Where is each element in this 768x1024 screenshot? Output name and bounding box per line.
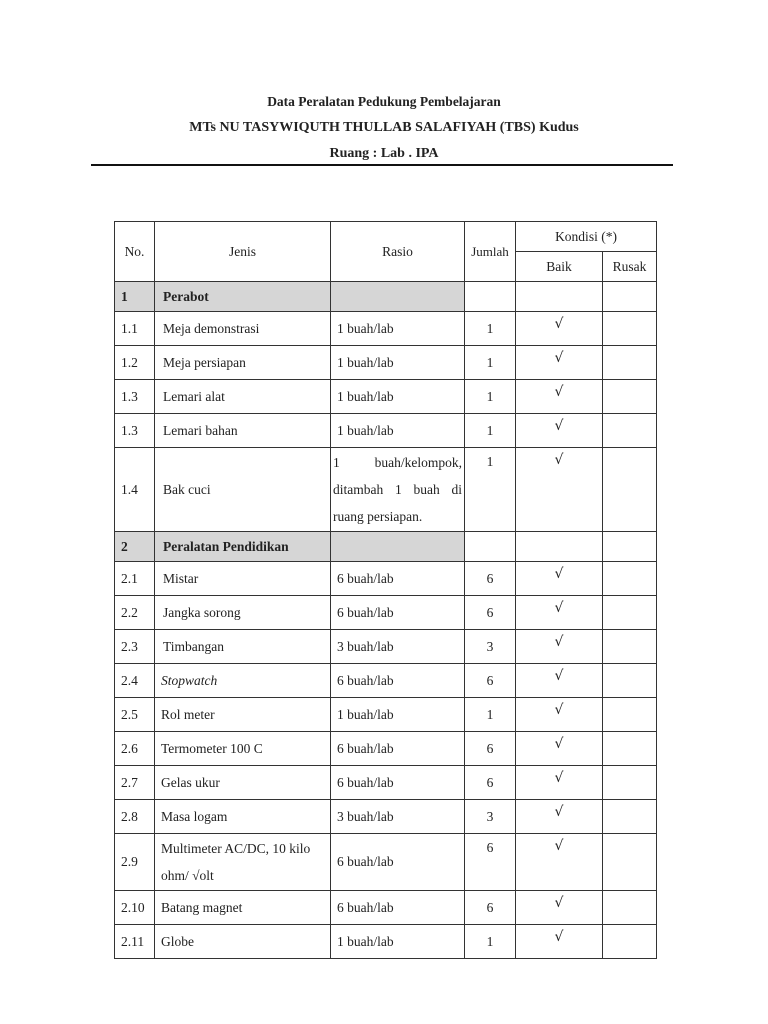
row-rusak	[603, 766, 657, 800]
table-row	[115, 766, 657, 800]
row-no: 1.4	[115, 448, 155, 532]
row-jenis: Multimeter AC/DC, 10 kilo ohm/ √olt	[155, 834, 331, 891]
row-jumlah: 6	[465, 562, 516, 596]
row-baik: √	[516, 925, 603, 959]
row-jenis: Lemari alat	[155, 380, 331, 414]
row-rusak	[603, 346, 657, 380]
row-rasio: 6 buah/lab	[331, 562, 465, 596]
row-rasio: 1 buah/lab	[331, 346, 465, 380]
row-rasio: 6 buah/lab	[331, 766, 465, 800]
row-rasio: 1 buah/lab	[331, 312, 465, 346]
header-rule	[91, 164, 673, 166]
header-baik: Baik	[516, 252, 603, 282]
room-label: Ruang : Lab . IPA	[329, 146, 439, 161]
row-rasio: 6 buah/lab	[331, 834, 465, 891]
row-rusak	[603, 698, 657, 732]
table-header-row	[115, 222, 657, 252]
row-jenis: Masa logam	[155, 800, 331, 834]
row-no: 2.11	[115, 925, 155, 959]
table-row	[115, 414, 657, 448]
row-no: 2.10	[115, 891, 155, 925]
row-rusak	[603, 630, 657, 664]
row-rusak	[603, 562, 657, 596]
row-jenis: Termometer 100 C	[155, 732, 331, 766]
table-row	[115, 596, 657, 630]
header-kondisi: Kondisi (*)	[516, 222, 657, 252]
row-rusak	[603, 800, 657, 834]
row-baik: √	[516, 800, 603, 834]
section-no: 1	[115, 282, 155, 312]
row-jenis: Meja demonstrasi	[155, 312, 331, 346]
row-rasio: 1 buah/kelompok, ditambah 1 buah di ruang persiapan.	[331, 448, 465, 532]
table-row	[115, 562, 657, 596]
row-rusak	[603, 925, 657, 959]
row-jenis: Lemari bahan	[155, 414, 331, 448]
section-title: Perabot	[155, 282, 331, 312]
row-jenis: Globe	[155, 925, 331, 959]
row-rasio: 6 buah/lab	[331, 732, 465, 766]
row-jumlah: 3	[465, 630, 516, 664]
row-no: 2.7	[115, 766, 155, 800]
row-jenis: Mistar	[155, 562, 331, 596]
row-baik: √	[516, 448, 603, 532]
row-no: 2.8	[115, 800, 155, 834]
row-baik: √	[516, 562, 603, 596]
row-no: 2.6	[115, 732, 155, 766]
row-no: 2.5	[115, 698, 155, 732]
row-baik: √	[516, 346, 603, 380]
document-header	[0, 92, 768, 170]
header-rusak: Rusak	[603, 252, 657, 282]
row-rasio: 1 buah/lab	[331, 698, 465, 732]
row-jenis: Jangka sorong	[155, 596, 331, 630]
row-jumlah: 1	[465, 312, 516, 346]
row-no: 1.3	[115, 380, 155, 414]
row-no: 2.2	[115, 596, 155, 630]
row-rusak	[603, 414, 657, 448]
table-row	[115, 448, 657, 532]
row-jumlah: 6	[465, 664, 516, 698]
row-no: 1.1	[115, 312, 155, 346]
row-rasio: 6 buah/lab	[331, 891, 465, 925]
row-rasio: 6 buah/lab	[331, 664, 465, 698]
row-baik: √	[516, 732, 603, 766]
row-rusak	[603, 380, 657, 414]
row-rasio: 1 buah/lab	[331, 380, 465, 414]
row-jumlah: 1	[465, 414, 516, 448]
section-title: Peralatan Pendidikan	[155, 532, 331, 562]
row-jumlah: 6	[465, 732, 516, 766]
row-baik: √	[516, 698, 603, 732]
row-rusak	[603, 596, 657, 630]
row-rusak	[603, 732, 657, 766]
header-rasio: Rasio	[331, 222, 465, 282]
row-jenis: Gelas ukur	[155, 766, 331, 800]
row-rusak	[603, 664, 657, 698]
row-jumlah: 1	[465, 925, 516, 959]
table-row	[115, 698, 657, 732]
row-baik: √	[516, 664, 603, 698]
header-no: No.	[115, 222, 155, 282]
row-jenis: Meja persiapan	[155, 346, 331, 380]
row-no: 2.4	[115, 664, 155, 698]
row-rasio: 3 buah/lab	[331, 630, 465, 664]
row-jenis: Bak cuci	[155, 448, 331, 532]
section-row	[115, 282, 657, 312]
row-baik: √	[516, 630, 603, 664]
table-row	[115, 346, 657, 380]
row-rasio: 1 buah/lab	[331, 414, 465, 448]
row-jumlah: 6	[465, 596, 516, 630]
table-row	[115, 664, 657, 698]
row-rasio: 6 buah/lab	[331, 596, 465, 630]
row-baik: √	[516, 766, 603, 800]
row-no: 2.3	[115, 630, 155, 664]
row-rusak	[603, 891, 657, 925]
row-jenis: Rol meter	[155, 698, 331, 732]
row-rasio: 3 buah/lab	[331, 800, 465, 834]
equipment-table	[114, 221, 657, 959]
row-no: 2.9	[115, 834, 155, 891]
row-jumlah: 1	[465, 698, 516, 732]
section-row	[115, 532, 657, 562]
school-name: MTs NU TASYWIQUTH THULLAB SALAFIYAH (TBS) Kudus	[189, 120, 579, 135]
row-jenis: Timbangan	[155, 630, 331, 664]
section-no: 2	[115, 532, 155, 562]
row-no: 2.1	[115, 562, 155, 596]
row-rusak	[603, 312, 657, 346]
row-no: 1.2	[115, 346, 155, 380]
row-jumlah: 1	[465, 448, 516, 532]
table-row	[115, 891, 657, 925]
row-jenis: Stopwatch	[155, 664, 331, 698]
row-baik: √	[516, 312, 603, 346]
row-baik: √	[516, 891, 603, 925]
table-row	[115, 800, 657, 834]
table-row	[115, 834, 657, 891]
row-rusak	[603, 448, 657, 532]
row-jumlah: 6	[465, 891, 516, 925]
table-row	[115, 312, 657, 346]
header-jumlah: Jumlah	[465, 222, 516, 282]
row-jumlah: 1	[465, 346, 516, 380]
row-jenis: Batang magnet	[155, 891, 331, 925]
row-baik: √	[516, 834, 603, 891]
row-jumlah: 3	[465, 800, 516, 834]
row-baik: √	[516, 596, 603, 630]
table-row	[115, 925, 657, 959]
table-row	[115, 732, 657, 766]
row-jumlah: 6	[465, 834, 516, 891]
row-no: 1.3	[115, 414, 155, 448]
row-jumlah: 6	[465, 766, 516, 800]
header-jenis: Jenis	[155, 222, 331, 282]
document-title: Data Peralatan Pedukung Pembelajaran	[267, 94, 501, 109]
row-rusak	[603, 834, 657, 891]
row-baik: √	[516, 414, 603, 448]
row-baik: √	[516, 380, 603, 414]
table-row	[115, 380, 657, 414]
table-row	[115, 630, 657, 664]
row-rasio: 1 buah/lab	[331, 925, 465, 959]
row-jumlah: 1	[465, 380, 516, 414]
